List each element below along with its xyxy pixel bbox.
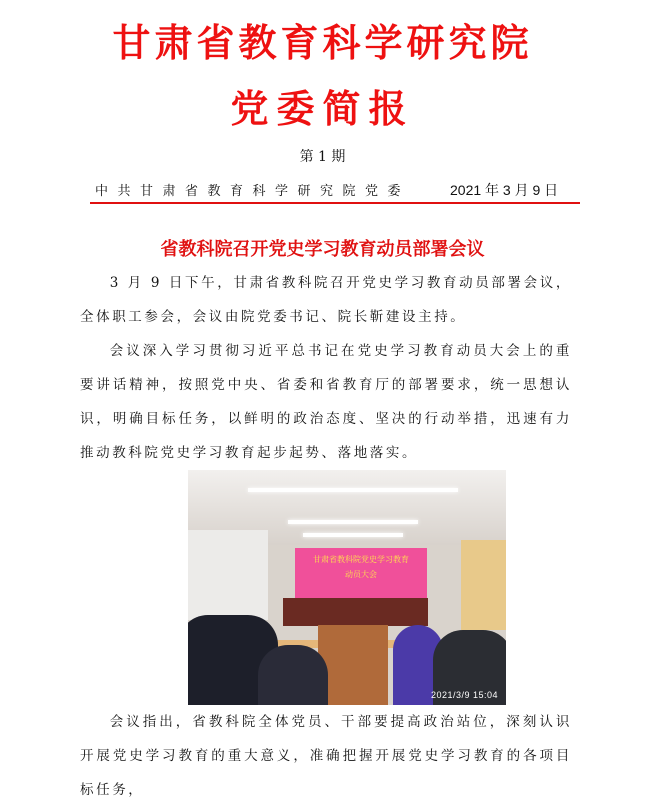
- document-subtitle: 党委简报: [230, 86, 415, 131]
- ceiling-light: [248, 488, 458, 492]
- article-headline: 省教科院召开党史学习教育动员部署会议: [160, 239, 485, 260]
- paragraph-1: 3 月 9 日下午，甘肃省教科院召开党史学习教育动员部署会议，全体职工参会，会议由院党委书记、院长靳建设主持。: [80, 275, 572, 325]
- issue-date: 2021 年 3 月 9 日: [450, 182, 559, 198]
- paragraph-2: 会议深入学习贯彻习近平总书记在党史学习教育动员大会上的重要讲话精神，按照党中央、省委和省教育厅的部署要求，统一思想认识，明确目标任务，以鲜明的政治态度、坚决的行动举措，迅速有力推动教科院党史学习教育起步起势、落地落实。: [80, 343, 572, 461]
- ceiling-light: [303, 533, 403, 537]
- podium-table: [283, 598, 428, 626]
- paragraph-3: 会议指出，省教科院全体党员、干部要提高政治站位，深刻认识开展党史学习教育的重大意义，准确把握开展党史学习教育的各项目标任务，: [80, 714, 572, 798]
- aisle-floor: [318, 625, 388, 705]
- issuing-organization: 中共甘肃省教育科学研究院党委: [95, 184, 411, 199]
- window: [461, 540, 506, 630]
- projection-screen: [295, 548, 427, 598]
- meeting-photo: [188, 470, 506, 705]
- screen-text: 动员大会: [345, 570, 377, 579]
- audience: [258, 645, 328, 705]
- ceiling-light: [288, 520, 418, 524]
- header-divider: [90, 202, 580, 204]
- screen-text: 甘肃省教科院党史学习教育: [313, 555, 409, 564]
- photo-timestamp: 2021/3/9 15:04: [430, 690, 498, 700]
- left-wall: [188, 530, 268, 620]
- issue-number: 第 1 期: [299, 149, 346, 165]
- document-title: 甘肃省教育科学研究院: [112, 20, 533, 65]
